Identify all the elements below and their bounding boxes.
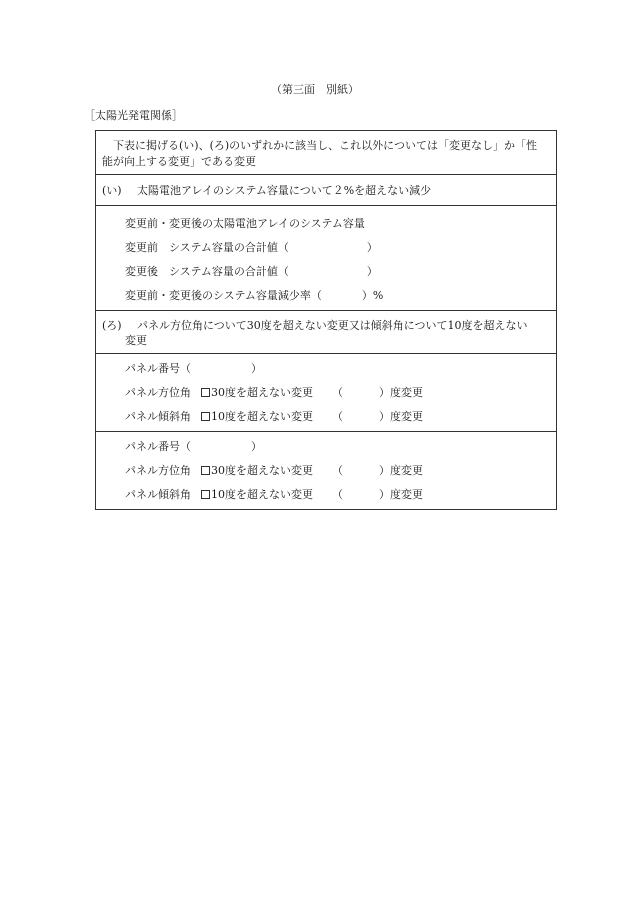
panel-1-number-close: ） [251, 362, 262, 375]
panel-2-azimuth-open: （ [332, 464, 343, 477]
panel-2-azimuth-checkbox[interactable] [201, 466, 210, 475]
panel-2-tilt-row [125, 488, 423, 502]
capacity-before-field[interactable] [125, 241, 378, 255]
panel-1-tilt-checkbox[interactable] [201, 412, 210, 421]
panel-1-tilt-unit: ）度変更 [379, 410, 423, 423]
panel-2-number-label: パネル番号（ [125, 440, 191, 453]
capacity-before-close: ） [366, 241, 378, 254]
intro-line-1: 下表に掲げる(い)、(ろ)のいずれかに該当し、これ以外については「変更なし」か「性 [113, 139, 537, 152]
capacity-rate-close: ）% [361, 289, 384, 302]
panel-block-2 [96, 432, 556, 510]
capacity-after-label: 変更後 システム容量の合計値（ [125, 265, 289, 278]
panel-1-azimuth-label: パネル方位角 [125, 386, 191, 399]
panel-2-tilt-check-label: 10度を超えない変更 [211, 488, 313, 501]
panel-1-number-field[interactable] [125, 362, 262, 376]
page-title: （第三面 別紙） [271, 83, 359, 96]
panel-2-number-close: ） [251, 440, 262, 453]
panel-1-tilt-row [125, 410, 423, 424]
panel-2-azimuth-check-label: 30度を超えない変更 [211, 464, 313, 477]
panel-2-azimuth-unit: ）度変更 [379, 464, 423, 477]
intro-line-2: 能が向上する変更」である変更 [102, 155, 256, 168]
section-i-title: 太陽電池アレイのシステム容量について２%を超えない減少 [137, 184, 432, 197]
panel-1-azimuth-check-label: 30度を超えない変更 [211, 386, 313, 399]
section-i-header [96, 175, 556, 206]
panel-1-tilt-label: パネル傾斜角 [125, 410, 191, 423]
panel-2-tilt-checkbox[interactable] [201, 490, 210, 499]
panel-1-azimuth-open: （ [332, 386, 343, 399]
section-ro-mark: (ろ) [102, 319, 122, 332]
section-i-body [96, 206, 556, 311]
panel-1-azimuth-row [125, 386, 423, 400]
panel-block-1 [96, 354, 556, 432]
capacity-heading: 変更前・変更後の太陽電池アレイのシステム容量 [125, 217, 365, 230]
section-ro-title-1: パネル方位角について30度を超えない変更又は傾斜角について10度を超えない [137, 319, 528, 332]
panel-2-tilt-label: パネル傾斜角 [125, 488, 191, 501]
panel-1-azimuth-unit: ）度変更 [379, 386, 423, 399]
section-ro-title-2: 変更 [125, 334, 147, 347]
intro-row [96, 131, 556, 175]
panel-2-number-field[interactable] [125, 440, 262, 454]
section-label: ［太陽光発電関係］ [84, 109, 183, 122]
panel-2-tilt-open: （ [332, 488, 343, 501]
capacity-before-label: 変更前 システム容量の合計値（ [125, 241, 289, 254]
capacity-rate-label: 変更前・変更後のシステム容量減少率（ [125, 289, 322, 302]
section-ro-header [96, 311, 556, 354]
change-form-table [95, 130, 557, 510]
section-i-mark: (い) [102, 184, 122, 197]
panel-1-tilt-check-label: 10度を超えない変更 [211, 410, 313, 423]
panel-1-number-label: パネル番号（ [125, 362, 191, 375]
panel-1-azimuth-checkbox[interactable] [201, 388, 210, 397]
panel-1-tilt-open: （ [332, 410, 343, 423]
panel-2-tilt-unit: ）度変更 [379, 488, 423, 501]
panel-2-azimuth-label: パネル方位角 [125, 464, 191, 477]
panel-2-azimuth-row [125, 464, 423, 478]
capacity-after-close: ） [366, 265, 378, 278]
capacity-reduction-rate-field[interactable] [125, 289, 383, 303]
capacity-after-field[interactable] [125, 265, 378, 279]
